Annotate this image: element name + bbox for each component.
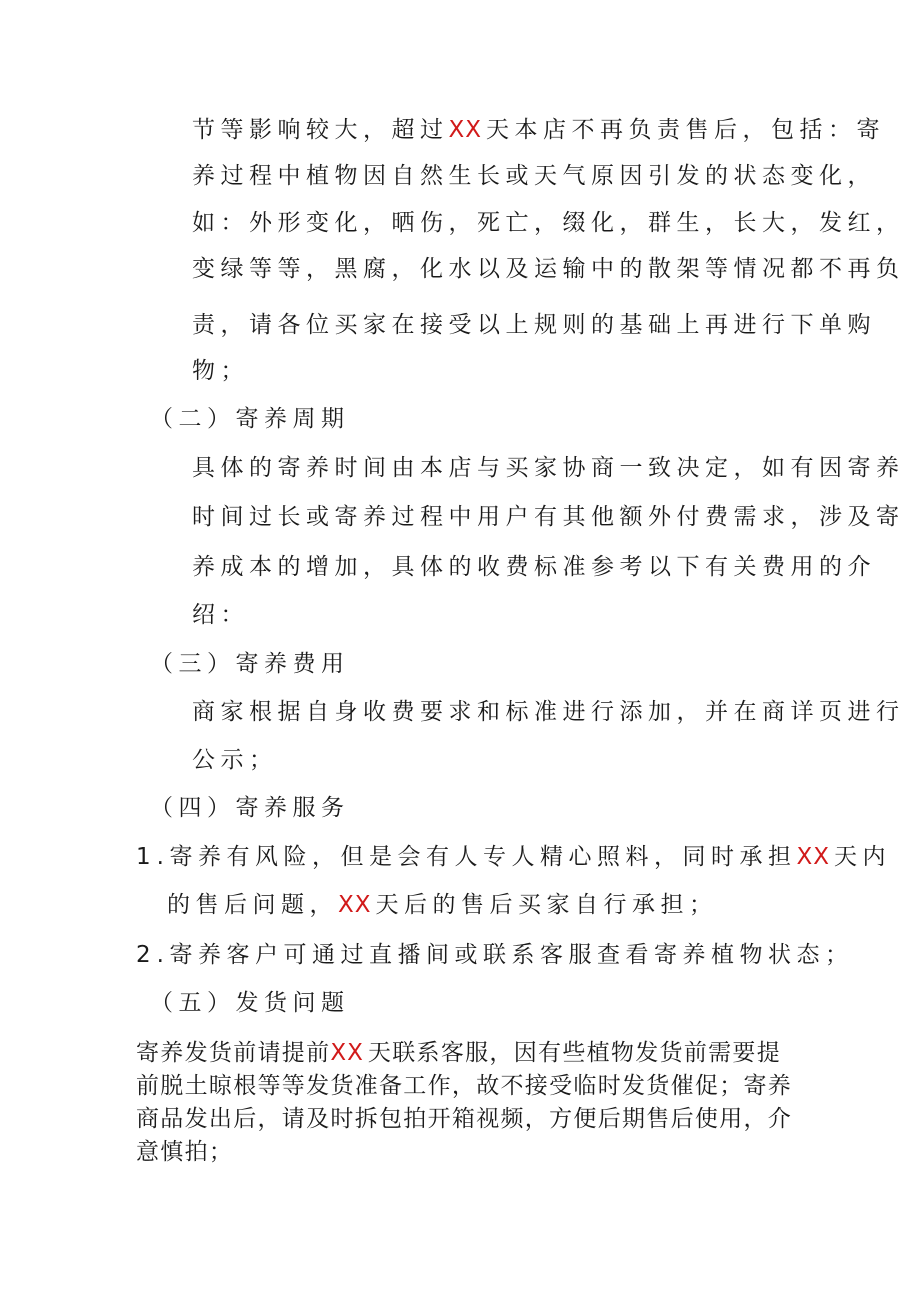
list-item-continuation: 的售后问题，XX 天后的售后买家自行承担； — [167, 892, 718, 918]
section-heading: （五）发货问题 — [150, 990, 350, 1016]
paragraph-line: 物； — [192, 358, 249, 384]
paragraph-line: 意慎拍； — [136, 1139, 234, 1165]
paragraph-line: 公示； — [192, 747, 278, 773]
paragraph-line: 商品发出后，请及时拆包拍开箱视频，方便后期售后使用，介 — [136, 1106, 793, 1132]
section-heading: （四）寄养服务 — [150, 795, 350, 821]
highlight-placeholder: XX — [796, 844, 830, 870]
section-heading: （三）寄养费用 — [150, 651, 350, 677]
paragraph-line: 具体的寄养时间由本店与买家协商一致决定，如有因寄养 — [192, 455, 905, 481]
list-item: 1 .寄养有风险，但是会有人专人精心照料，同时承担XX 天内 — [136, 844, 891, 870]
paragraph-line: 时间过长或寄养过程中用户有其他额外付费需求，涉及寄 — [192, 504, 905, 530]
paragraph-line: 变绿等等，黑腐，化水以及运输中的散架等情况都不再负 — [192, 256, 905, 282]
paragraph-line: 养过程中植物因自然生长或天气原因引发的状态变化， — [192, 163, 876, 189]
paragraph-line: 如：外形变化，晒伤，死亡，缀化，群生，长大，发红， — [192, 210, 905, 236]
paragraph-line: 寄养发货前请提前XX 天联系客服，因有些植物发货前需要提 — [136, 1040, 782, 1066]
highlight-placeholder: XX — [338, 892, 372, 918]
list-number: 1 — [136, 844, 151, 870]
list-number: 2 — [136, 942, 151, 968]
section-heading: （二）寄养周期 — [150, 406, 350, 432]
highlight-placeholder: XX — [330, 1040, 364, 1066]
paragraph-line: 养成本的增加，具体的收费标准参考以下有关费用的介 — [192, 554, 876, 580]
highlight-placeholder: XX — [448, 117, 483, 143]
paragraph-line: 商家根据自身收费要求和标准进行添加，并在商详页进行 — [192, 699, 905, 725]
paragraph-line: 节等影响较大，超过XX 天本店不再负责售后，包括：寄 — [192, 117, 886, 143]
paragraph-line: 前脱土晾根等等发货准备工作，故不接受临时发货催促；寄养 — [136, 1073, 793, 1099]
paragraph-line: 绍： — [192, 602, 249, 628]
list-item: 2 .寄养客户可通过直播间或联系客服查看寄养植物状态； — [136, 942, 854, 968]
paragraph-line: 责，请各位买家在接受以上规则的基础上再进行下单购 — [192, 312, 876, 338]
